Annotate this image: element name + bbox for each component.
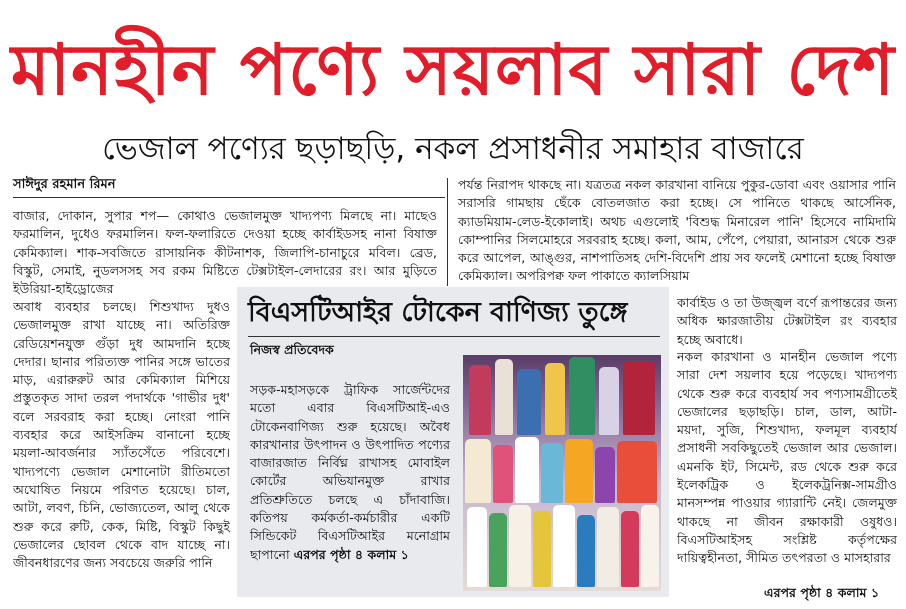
cosmetics-photo	[463, 355, 661, 591]
bottle-shape	[577, 515, 595, 587]
bottle-shape	[489, 513, 507, 587]
bottle-shape	[617, 441, 657, 503]
bottle-shape	[595, 447, 615, 503]
bottle-shape	[493, 445, 513, 503]
bottle-shape	[509, 505, 531, 587]
bottle-shape	[597, 507, 619, 587]
masthead-strip	[0, 0, 906, 8]
bottle-shape	[467, 507, 487, 587]
right-continuation: এরপর পৃষ্ঠা ৪ কলাম ১	[764, 585, 880, 600]
byline-rule	[13, 197, 445, 198]
subheadline: ভেজাল পণ্যের ছড়াছড়ি, নকল প্রসাধনীর সমাহার বাজারে	[102, 131, 804, 167]
bottle-shape	[465, 439, 491, 503]
paragraph: নকল কারখানা ও মানহীন ভেজাল পণ্যে সারা দেশ সয়লাব হয়ে পড়েছে। খাদ্যপণ্য থেকে শুরু করে ব্যবহার্য সব পণ্যসামগ্রীতেই ভেজালের ছড়াছড়ি। চাল, ডাল, আটা-ময়দা, সুজি, শিশুখাদ্য, ফলমূল ব্যবহার্য প্রসাধনী সবকিছুতেই ভেজাল আর ভেজাল। এমনকি ইট, সিমেন্ট, রড থেকে শুরু করে ইলেকট্রিক ও ইলেকট্রনিক্স-সামগ্রীও মানসম্পন্ন পাওয়ার গ্যারান্টি নেই। জেলমুক্ত থাকছে না জীবন রক্ষাকারী ওষুধও। বিএসটিআইসহ সংশ্লিষ্ট কর্তৃপক্ষের দায়িত্বহীনতা, সীমিত তৎপরতা ও মাসহারার	[677, 349, 897, 566]
headline: মানহীন পণ্যে সয়লাব সারা দেশ	[10, 29, 896, 111]
bottle-shape	[495, 359, 513, 435]
box-paragraph: সড়ক-মহাসড়কে ট্রাফিক সার্জেন্টদের মতো এবার বিএসটিআই-এও টোকেনবাণিজ্য শুরু হয়েছে। অবৈধ কারখানার উৎপাদন ও উৎপাদিত পণ্যের বাজারজাত নির্বিঘ্ন রাখাসহ মোবাইল কোর্টের অভিযানমুক্ত রাখার প্রতিশ্রুতিতে চলছে এ চাঁদাবাজি। কতিপয় কর্মকর্তা-কর্মচারীর একটি সিন্ডিকেট বিএসটিআইর মনোগ্রাম ছাপানো	[250, 382, 450, 562]
bottle-shape	[565, 439, 593, 503]
bottle-shape	[545, 363, 565, 435]
bottle-shape	[469, 365, 491, 435]
left-column-narrow	[13, 298, 230, 604]
bottle-shape	[623, 361, 655, 435]
byline: সাঈদুর রহমান রিমন	[13, 177, 116, 192]
box-title: বিএসটিআইর টোকেন বাণিজ্য তুঙ্গে	[248, 297, 628, 328]
box-title-rule	[248, 336, 660, 337]
bottle-shape	[599, 367, 619, 435]
box-text	[250, 381, 450, 564]
bottle-shape	[569, 357, 595, 435]
bottle-shape	[541, 443, 563, 503]
column-divider	[447, 178, 448, 286]
right-column-mid	[677, 294, 897, 349]
bottle-shape	[533, 511, 551, 587]
bottle-shape	[553, 505, 575, 587]
right-column-bottom	[677, 348, 897, 588]
bottle-shape	[641, 505, 659, 587]
paragraph: বাজার, দোকান, সুপার শপ— কোথাও ভেজালমুক্ত খাদ্যপণ্য মিলছে না। মাছেও ফরমালিন, দুধেও ফরমালিন। ফল-ফলারিতে দেওয়া হচ্ছে কার্বাইডসহ নানা বিষাক্ত কেমিক্যাল। শাক-সবজিতে রাসায়নিক কীটনাশক, জিলাপি-চানাচুরে মবিল। ব্রেড, বিস্কুট, সেমাই, নুডলসসহ সব রকম মিষ্টিতে টেক্সটাইল-লেদারের রং। আর মুড়িতে ইউরিয়া-হাইড্রোজের	[13, 208, 437, 297]
left-column-top	[13, 207, 437, 298]
box-continuation: এরপর পৃষ্ঠা ৪ কলাম ১	[293, 546, 409, 562]
bottle-shape	[621, 511, 639, 587]
bottle-shape	[517, 369, 541, 435]
box-byline: নিজস্ব প্রতিবেদক	[250, 342, 334, 357]
paragraph: কার্বাইড ও তা উজ্জ্বল বর্ণে রূপান্তরের জন্য অধিক ক্ষারজাতীয় টেক্সটাইল রং ব্যবহার হচ্ছে অবাধে।	[677, 295, 897, 347]
right-column-top	[458, 176, 896, 286]
paragraph: পর্যন্ত নিরাপদ থাকছে না। যত্রতত্র নকল কারখানা বানিয়ে পুকুর-ডোবা এবং ওয়াসার পানি সরাসরি গামছায় ছেঁকে বোতলজাত করা হচ্ছে। সে পানিতে থাকছে আর্সেনিক, ক্যাডমিয়াম-লেড-ইকোলাই। অথচ এগুলোই 'বিশুদ্ধ মিনারেল পানি' হিসেবে নামিদামি কোম্পানির সিলমোহরে সরবরাহ হচ্ছে। কলা, আম, পেঁপে, পেয়ারা, আনারস থেকে শুরু করে আপেল, আঙ্গুর, নাশপাতিসহ দেশি-বিদেশি প্রায় সব ফলেই মেশানো হচ্ছে বিষাক্ত কেমিক্যাল। অপরিপক্ব ফল পাকাতে ক্যালসিয়াম	[458, 177, 896, 284]
bottle-shape	[515, 437, 539, 503]
paragraph: অবাধ ব্যবহার চলছে। শিশুখাদ্য দুধও ভেজালমুক্ত রাখা যাচ্ছে না। অতিরিক্ত রেডিয়েশনযুক্ত গুঁড়া দুধ আমদানি হচ্ছে দেদার। ছানার পরিত্যক্ত পানির সঙ্গে ভাতের মাড়, এরারুরুট আর কেমিক্যাল মিশিয়ে প্রস্তুতকৃত সাদা তরল পদার্থকে 'গাভীর দুধ' বলে সরবরাহ করা হচ্ছে। নোংরা পানি ব্যবহার করে আইসক্রিম বানানো হচ্ছে ময়লা-আবর্জনার স্যাঁতসেঁতে পরিবেশে। খাদ্যপণ্যে ভেজাল মেশানোটা রীতিমতো অঘোষিত নিয়মে পরিণত হয়েছে। চাল, আটা, লবণ, চিনি, ভোজ্যতেল, আলু থেকে শুরু করে রুটি, কেক, মিষ্টি, বিস্কুট কিছুই ভেজালের ছোবল থেকে বাদ যাচ্ছে না। জীবনধারণের জন্য সবচেয়ে জরুরি পানি	[13, 299, 230, 571]
